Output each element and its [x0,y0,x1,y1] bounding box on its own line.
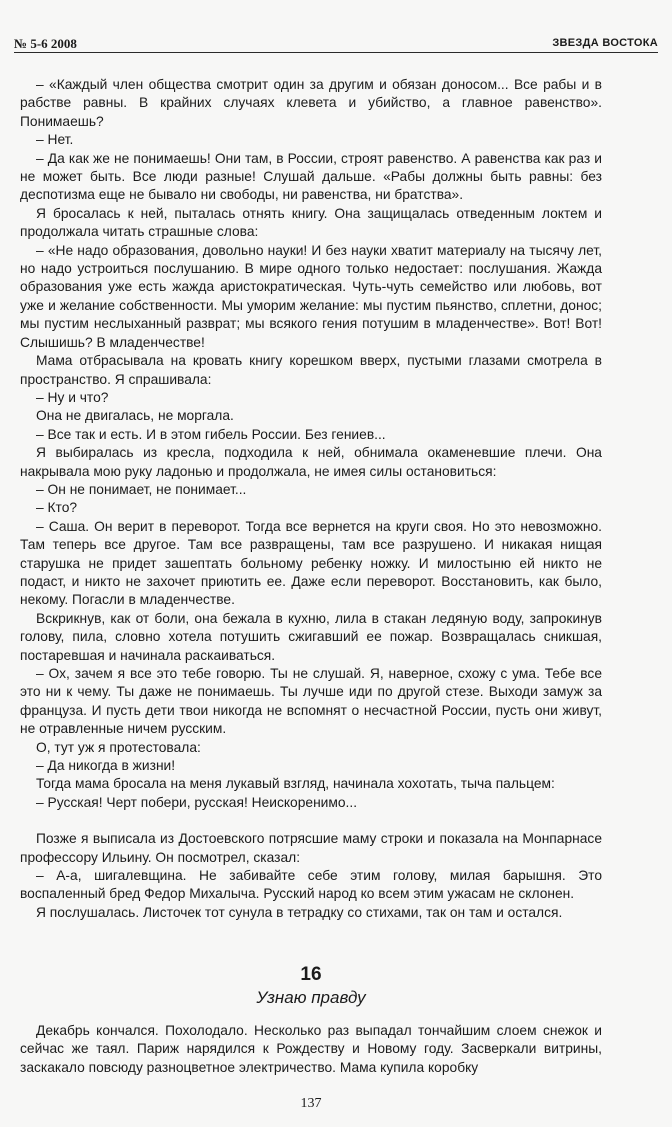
running-header [14,34,658,53]
paragraph: – А-а, шигалевщина. Не забивайте себе этим голову, милая барышня. Это воспаленный бред Федор Михалыча. Русский народ ко всем этим ужасам не склонен. [20,868,602,902]
paragraph: Позже я выписала из Достоевского потрясшие маму строки и показала на Монпарнасе профессору Ильину. Он посмотрел, сказал: [20,831,602,865]
chapter-text [20,1022,602,1077]
paragraph: – Саша. Он верит в переворот. Тогда все вернется на круги своя. Но это невозможно. Там теперь все другое. Там все развращены, там все разрушено. И никакая нищая старушка не придет зашептать больному ребенку ножку. И милостыню ей никто не подаст, и никто не захочет приютить ее. Даже если переворот. Восстановить, как было, некому. Погасли в младенчестве. [20,518,602,608]
paragraph: Я послушалась. Листочек тот сунула в тетрадку со стихами, так он там и остался. [36,904,563,920]
paragraph: – Все так и есть. И в этом гибель России. Без гениев... [36,426,386,442]
paragraph: Декабрь кончался. Похолодало. Несколько раз выпадал тончайшим слоем снежок и сейчас же таял. Париж нарядился к Рождеству и Новому году. Засверкали витрины, заскакало повсюду разноцветное электричество. Мама купила коробку [20,1023,602,1075]
chapter-number: 16 [300,964,322,985]
main-text [20,76,602,922]
page-number: 137 [300,1096,322,1111]
paragraph: – Ох, зачем я все это тебе говорю. Ты не слушай. Я, наверное, схожу с ума. Тебе все это ни к чему. Ты даже не понимаешь. Ты лучше иди по другой стезе. Выходи замуж за француза. И пусть дети твои никогда не вспомнят о несчастной России, пусть они живут, не отравленные ничем русским. [20,666,602,737]
paragraph: – Кто? [36,500,78,516]
paragraph: – «Не надо образования, довольно науки! И без науки хватит материалу на тысячу лет, но надо устроиться послушанию. В мире одного только недостает: послушания. Жажда образования уже есть жажда аристократическая. Чуть-чуть семейство или любовь, вот уже и желание собственности. Мы уморим желание: мы пустим пьянство, сплетни, донос; мы пустим неслыханный разврат; мы всякого гения потушим в младенчестве». Вот! Вот! Слышишь? В младенчестве! [20,242,602,350]
paragraph: Она не двигалась, не моргала. [36,408,234,424]
paragraph: – Русская! Черт побери, русская! Неискоренимо... [36,794,358,810]
paragraph: – «Каждый член общества смотрит один за другим и обязан доносом... Все рабы и в рабстве равны. В крайних случаях клевета и убийство, а главное равенство». Понимаешь? [20,77,602,129]
paragraph: – Ну и что? [36,389,109,405]
journal-title: ЗВЕЗДА ВОСТОКА [552,37,658,49]
issue-number: № 5-6 2008 [14,36,77,51]
paragraph: – Да никогда в жизни! [36,758,176,774]
chapter-title: Узнаю правду [256,988,366,1007]
paragraph: – Нет. [36,132,74,148]
paragraph: Вскрикнув, как от боли, она бежала в кухню, лила в стакан ледяную воду, запрокинув голову, пила, словно хотела потушить сжигавший ее пожар. Возвращалась сникшая, постаревшая и начинала раскаиваться. [20,610,602,663]
paragraph: Тогда мама бросала на меня лукавый взгляд, начинала хохотать, тыча пальцем: [36,776,555,792]
paragraph: О, тут уж я протестовала: [36,739,201,755]
paragraph: Я выбиралась из кресла, подходила к ней, обнимала окаменевшие плечи. Она накрывала мою руку ладонью и продолжала, не имея силы остановиться: [20,445,602,479]
paragraph: – Да как же не понимаешь! Они там, в России, строят равенство. А равенства как раз и не может быть. Все люди разные! Слушай дальше. «Рабы должны быть равны: без деспотизма еще не бывало ни свободы, ни равенства, ни братства». [20,150,602,203]
paragraph: – Он не понимает, не понимает... [36,481,247,497]
paragraph: Я бросалась к ней, пыталась отнять книгу. Она защищалась отведенным локтем и продолжала читать страшные слова: [20,205,602,240]
paragraph: Мама отбрасывала на кровать книгу корешком вверх, пустыми глазами смотрела в пространство. Я спрашивала: [20,353,602,387]
